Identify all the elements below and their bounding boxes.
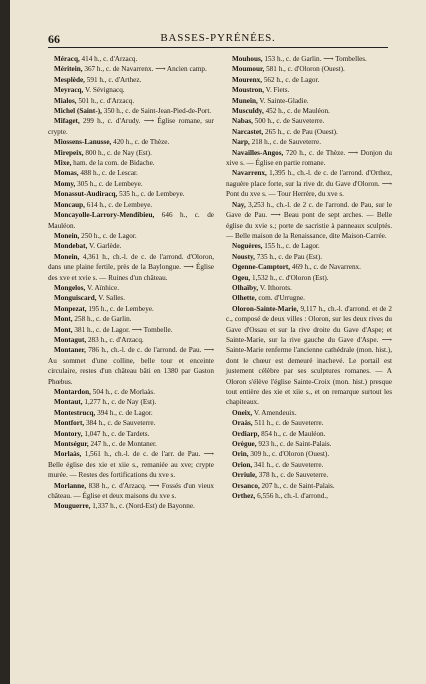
entry-text: 381 h., c. de Lagor. ⟶ Tombelle. xyxy=(72,325,173,334)
gazetteer-entry xyxy=(226,418,392,428)
gazetteer-entry xyxy=(226,429,392,439)
running-title: BASSES-PYRÉNÉES. xyxy=(160,32,276,44)
entry-text: 501 h., c. d'Arzacq. xyxy=(76,96,135,105)
entry-name: Narp, xyxy=(232,138,250,147)
entry-text: 1,047 h., c. de Tardets. xyxy=(82,429,150,438)
entry-name: Mirepeix, xyxy=(54,148,84,157)
gazetteer-entry xyxy=(48,96,214,106)
entry-text: 614 h., c. de Lembeye. xyxy=(84,200,153,209)
gazetteer-entry xyxy=(48,387,214,397)
entry-text: 4,361 h., ch.-l. de c. de l'arrond. d'Oloron, dans une plaine fertile, près de la Baylongue. ⟶ Église des xve et xvie s. — Ruines d'un château. xyxy=(48,252,214,282)
entry-text: 384 h., c. de Sauveterre. xyxy=(84,419,156,428)
gazetteer-entry xyxy=(226,75,392,85)
gazetteer-entry xyxy=(226,137,392,147)
gazetteer-entry xyxy=(48,314,214,324)
entry-text: 218 h., c. de Sauveterre. xyxy=(249,138,322,147)
entry-name: Orriule, xyxy=(232,471,257,480)
entry-name: Mondebat, xyxy=(54,242,88,251)
entry-text: 153 h., c. de Garlin. ⟶ Tombelles. xyxy=(262,55,367,63)
gazetteer-entry xyxy=(226,491,392,501)
entry-text: 735 h., c. de Pau (Est). xyxy=(254,252,323,261)
entry-name: Oneix, xyxy=(232,408,253,417)
entry-name: Morlaàs, xyxy=(54,450,82,459)
gazetteer-entry xyxy=(226,293,392,303)
entry-text: 283 h., c. d'Arzacq. xyxy=(86,335,144,344)
gazetteer-entry xyxy=(48,283,214,293)
gazetteer-entry xyxy=(226,96,392,106)
gazetteer-entry xyxy=(226,449,392,459)
gazetteer-entry xyxy=(48,106,214,116)
entry-name: Nabas, xyxy=(232,117,253,126)
entry-name: Moustron, xyxy=(232,86,265,95)
gazetteer-entry xyxy=(48,449,214,480)
entry-name: Monein, xyxy=(54,252,80,261)
gazetteer-entry xyxy=(48,418,214,428)
gazetteer-entry xyxy=(48,252,214,283)
entry-text: com. d'Urrugne. xyxy=(256,294,305,303)
entry-name: Olhaïby, xyxy=(232,283,259,292)
entry-name: Oraàs, xyxy=(232,419,253,428)
gazetteer-entry xyxy=(226,262,392,272)
gazetteer-entry xyxy=(48,64,214,74)
entry-text: 838 h., c. d'Arzacq. ⟶ Fossés d'un vieux château. — Église et deux maisons du xve s. xyxy=(48,481,214,501)
entry-name: Mixe, xyxy=(54,159,72,168)
entry-text: 535 h., c. de Lembeye. xyxy=(117,190,185,199)
entry-name: Mont, xyxy=(54,315,73,324)
gazetteer-entry xyxy=(226,241,392,251)
entry-text: 469 h., c. de Navarrenx. xyxy=(290,263,361,272)
entry-text: 367 h., c. de Navarrenx. ⟶ Ancien camp. xyxy=(82,65,207,74)
gazetteer-entry xyxy=(48,189,214,199)
entry-name: Narcastet, xyxy=(232,127,264,136)
entry-name: Mont, xyxy=(54,325,73,334)
entry-text: 581 h., c. d'Oloron (Ouest). xyxy=(264,65,345,74)
entry-text: ham. de la com. de Bidache. xyxy=(71,159,155,168)
gazetteer-entry xyxy=(226,200,392,242)
entry-text: 155 h., c. de Lagor. xyxy=(262,242,320,251)
entry-text: 591 h., c. d'Arthez. xyxy=(84,75,142,84)
entry-text: 6,556 h., ch.-l. d'arrond., xyxy=(255,492,328,501)
entry-name: Ordiarp, xyxy=(232,429,260,438)
entry-name: Mouhous, xyxy=(232,55,263,63)
entry-text: 250 h., c. de Lagor. xyxy=(79,231,137,240)
entry-name: Orsanco, xyxy=(232,481,260,490)
gazetteer-entry xyxy=(48,85,214,95)
entry-text: V. Sainte-Gladie. xyxy=(257,96,309,105)
gazetteer-entry xyxy=(48,325,214,335)
entry-name: Nay, xyxy=(232,200,246,209)
entry-text: 511 h., c. de Sauveterre. xyxy=(252,419,324,428)
entry-text: 488 h., c. de Lescar. xyxy=(78,169,138,178)
gazetteer-entry xyxy=(226,85,392,95)
entry-name: Montardon, xyxy=(54,388,91,396)
entry-name: Orion, xyxy=(232,460,253,469)
gazetteer-entry xyxy=(226,106,392,116)
entry-text: 309 h., c. d'Oloron (Ouest). xyxy=(248,450,330,459)
entry-name: Monein, xyxy=(54,231,80,240)
gazetteer-entry xyxy=(226,252,392,262)
entry-text: 350 h., c. de Saint-Jean-Pied-de-Port. xyxy=(101,107,212,116)
gazetteer-entry xyxy=(226,127,392,137)
entry-name: Moumour, xyxy=(232,65,265,74)
page-gutter-shadow xyxy=(0,0,10,684)
entry-name: Montory, xyxy=(54,429,83,438)
gazetteer-entry xyxy=(48,345,214,387)
left-column xyxy=(48,54,214,512)
gazetteer-entry xyxy=(226,64,392,74)
entry-name: Momy, xyxy=(54,179,76,188)
entry-name: Nousty, xyxy=(232,252,255,261)
entry-name: Méritein, xyxy=(54,65,83,74)
gazetteer-entry xyxy=(48,293,214,303)
entry-name: Michel (Saint-), xyxy=(54,107,102,116)
entry-name: Montagut, xyxy=(54,335,87,344)
gazetteer-entry xyxy=(226,168,392,199)
entry-text: V. Sévignacq. xyxy=(83,86,125,95)
entry-text: V. Salles. xyxy=(96,294,126,303)
entry-text: 1,532 h., c. d'Oloron (Est). xyxy=(250,273,329,282)
gazetteer-entry xyxy=(48,335,214,345)
entry-name: Olhette, xyxy=(232,294,257,303)
gazetteer-entry xyxy=(48,179,214,189)
entry-name: Noguères, xyxy=(232,242,263,251)
entry-text: 341 h., c. de Sauveterre. xyxy=(252,460,324,469)
entry-text: 1,395 h., ch.-l. de c. de l'arrond. d'Orthez, naguère place forte, sur la rive dr. du Gave d'Oloron. ⟶ Pont du xve s. — Tour Herrère, du xve s. xyxy=(226,169,392,199)
gazetteer-entry xyxy=(48,439,214,449)
gazetteer-entry xyxy=(48,75,214,85)
entry-name: Moncayolle-Larrory-Mendibieu, xyxy=(54,211,155,220)
entry-name: Orin, xyxy=(232,450,249,459)
entry-text: 504 h., c. de Morlaàs. xyxy=(90,388,156,396)
gazetteer-entry xyxy=(48,210,214,231)
entry-name: Oloron-Sainte-Marie, xyxy=(232,304,299,313)
gazetteer-entry xyxy=(226,439,392,449)
entry-name: Moncaup, xyxy=(54,200,85,209)
entry-text: 378 h., c. de Sauveterre. xyxy=(256,471,329,480)
entry-text: 195 h., c. de Lembeye. xyxy=(86,304,154,313)
entry-name: Orthez, xyxy=(232,492,256,501)
entry-text: 305 h., c. de Lembeye. xyxy=(75,179,143,188)
gazetteer-entry xyxy=(48,408,214,418)
page-number: 66 xyxy=(48,32,60,46)
gazetteer-entry xyxy=(48,501,214,511)
entry-name: Musculdy, xyxy=(232,107,264,116)
right-column xyxy=(226,54,392,501)
gazetteer-entry xyxy=(226,304,392,408)
gazetteer-entry xyxy=(48,158,214,168)
entry-name: Morlanne, xyxy=(54,481,87,490)
gazetteer-entry xyxy=(48,429,214,439)
gazetteer-entry xyxy=(226,116,392,126)
entry-name: Meyracq, xyxy=(54,86,84,95)
entry-text: V. Aïnhice. xyxy=(85,283,120,292)
gazetteer-entry xyxy=(226,481,392,491)
gazetteer-entry xyxy=(48,116,214,137)
entry-text: 854 h., c. de Mauléon. xyxy=(259,429,326,438)
entry-text: V. Fiets. xyxy=(264,86,290,95)
entry-text: 9,117 h., ch.-l. d'arrond. et de 2 c., composé de deux villes : Oloron, sur les deux rives du Gave d'Ossau et sur la rive droite du Gave d'Aspe; et Sainte-Marie, sur la rive gauche du Gave d'Aspe. ⟶ Sainte-Marie renferme l'ancienne cathédrale (mon. hist.), dont le chœur est demeuré inachevé. Le portail est justement célèbre par ses sculptures romanes. — A Oloron s'élève l'église Sainte-Croix (mon. hist.) presque tout entière des xie et xiie s., et on remarque surtout les chapiteaux. xyxy=(226,304,392,407)
entry-name: Mifaget, xyxy=(54,117,80,126)
entry-name: Montségur, xyxy=(54,440,89,449)
entry-text: 207 h., c. de Saint-Palais. xyxy=(259,481,335,490)
gazetteer-entry xyxy=(48,200,214,210)
entry-name: Momas, xyxy=(54,169,79,178)
entry-name: Montfort, xyxy=(54,419,85,428)
gazetteer-entry xyxy=(48,148,214,158)
entry-text: 720 h., c. de Thèze. ⟶ Donjon du xive s. — Église en partie romane. xyxy=(226,148,392,168)
gazetteer-entry xyxy=(226,460,392,470)
gazetteer-entry xyxy=(48,241,214,251)
gazetteer-entry xyxy=(226,408,392,418)
gazetteer-entry xyxy=(48,304,214,314)
entry-text: 299 h., c. d'Arudy. ⟶ Église romane, sur crypte. xyxy=(48,117,214,136)
gazetteer-entry xyxy=(48,231,214,241)
entry-text: 500 h., c. de Sauveterre. xyxy=(252,117,325,126)
entry-text: 3,253 h., ch.-l. de 2 c. de l'arrond. de Pau, sur le Gave de Pau. ⟶ Beau pont de sept arches. — Belle église du xvie s.; porte de sacristie à panneaux sculptés. — Belle maison de la Renaissance, dite Maison-Carrée. xyxy=(226,200,392,240)
gazetteer-entry xyxy=(226,148,392,169)
entry-name: Mesplède, xyxy=(54,75,85,84)
entry-name: Orègue, xyxy=(232,440,257,449)
entry-text: 1,277 h., c. de Nay (Est). xyxy=(82,398,157,407)
entry-text: 414 h., c. d'Arzacq. xyxy=(79,55,138,63)
entry-text: 923 h., c. de Saint-Palais. xyxy=(256,440,332,449)
entry-text: 265 h., c. de Pau (Ouest). xyxy=(263,127,338,136)
gazetteer-entry xyxy=(48,54,214,64)
entry-text: 786 h., ch.-l. de c. de l'arrond. de Pau. ⟶ Au sommet d'une colline, belle tour et enceinte circulaire, restes d'un château bâti en 1380 par Gaston Phœbus. xyxy=(48,346,214,386)
entry-name: Navarrenx, xyxy=(232,169,267,178)
entry-name: Miossens-Lanusse, xyxy=(54,138,112,147)
entry-text: 394 h., c. de Lagor. xyxy=(95,408,153,417)
entry-name: Ogenne-Camptort, xyxy=(232,263,291,272)
entry-name: Monpezat, xyxy=(54,304,87,313)
entry-name: Mourenx, xyxy=(232,75,263,84)
entry-name: Monguiscard, xyxy=(54,294,97,303)
entry-text: 646 h., c. de Mauléon. xyxy=(48,211,214,230)
gazetteer-entry xyxy=(226,470,392,480)
entry-name: Méracq, xyxy=(54,55,80,63)
gazetteer-entry xyxy=(48,168,214,178)
entry-name: Navailles-Angos, xyxy=(232,148,284,157)
entry-text: 1,337 h., c. (Nord-Est) de Bayonne. xyxy=(90,502,195,511)
entry-name: Mialos, xyxy=(54,96,77,105)
gazetteer-entry xyxy=(226,54,392,64)
entry-text: V. Ithorots. xyxy=(258,283,292,292)
gazetteer-entry xyxy=(48,481,214,502)
gazetteer-entry xyxy=(226,273,392,283)
gazetteer-entry xyxy=(48,137,214,147)
entry-name: Ogeu, xyxy=(232,273,251,282)
entry-text: V. Amendeuix. xyxy=(252,408,297,417)
entry-text: 420 h., c. de Thèze. xyxy=(111,138,170,147)
entry-text: 1,561 h., ch.-l. de c. de l'arr. de Pau. ⟶ Belle église des xie et xiie s., remaniée au xve; crypte murée. — Restes des fortifications du xve s. xyxy=(48,450,214,480)
entry-text: V. Garlède. xyxy=(87,242,122,251)
entry-name: Monassut-Audiracq, xyxy=(54,190,118,199)
entry-name: Montestrucq, xyxy=(54,408,96,417)
gazetteer-entry xyxy=(226,283,392,293)
entry-text: 452 h., c. de Mauléon. xyxy=(263,107,330,116)
entry-name: Montaut, xyxy=(54,398,83,407)
entry-text: 562 h., c. de Lagor. xyxy=(262,75,320,84)
page-header xyxy=(48,30,388,48)
entry-name: Mongelos, xyxy=(54,283,86,292)
entry-text: 258 h., c. de Garlin. xyxy=(72,315,132,324)
entry-text: 800 h., c. de Nay (Est). xyxy=(83,148,152,157)
entry-name: Montaner, xyxy=(54,346,86,355)
gazetteer-entry xyxy=(48,397,214,407)
entry-text: 247 h., c. de Montaner. xyxy=(88,440,157,449)
entry-name: Muneïn, xyxy=(232,96,258,105)
entry-name: Mouguerre, xyxy=(54,502,91,511)
